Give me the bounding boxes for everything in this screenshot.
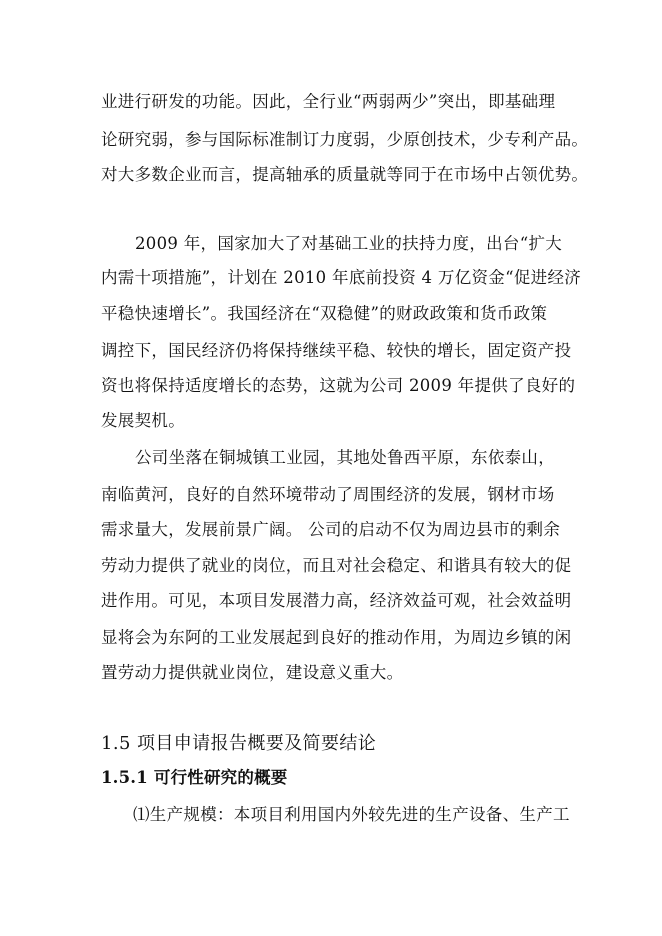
text-line: 资也将保持适度增长的态势，这就为公司 2009 年提供了良好的: [101, 376, 576, 395]
text-line: 对大多数企业而言，提高轴承的质量就等同于在市场中占领优势。: [101, 165, 589, 184]
text-line: 显将会为东阿的工业发展起到良好的推动作用，为周边乡镇的闲: [101, 628, 572, 647]
section-heading: 1.5 项目申请报告概要及简要结论: [101, 733, 377, 754]
text-line: 论研究弱，参与国际标准制订力度弱，少原创技术，少专利产品。: [101, 130, 589, 149]
text-line: 发展契机。: [101, 411, 185, 430]
text-line: 置劳动力提供就业岗位，建设意义重大。: [101, 663, 404, 682]
section-subheading: 1.5.1 可行性研究的概要: [101, 768, 288, 787]
text-line: 2009 年，国家加大了对基础工业的扶持力度，出台“扩大: [135, 234, 563, 253]
text-line: 业进行研发的功能。因此，全行业“两弱两少”突出，即基础理: [101, 92, 556, 111]
text-line: 调控下，国民经济仍将保持继续平稳、较快的增长，固定资产投: [101, 341, 572, 360]
text-line: 内需十项措施”，计划在 2010 年底前投资 4 万亿资金“促进经济: [101, 268, 582, 287]
text-line: 平稳快速增长”。我国经济在“双稳健”的财政政策和货币政策: [101, 304, 548, 323]
text-line: 南临黄河，良好的自然环境带动了周围经济的发展，钢材市场: [101, 485, 555, 504]
text-line: 公司坐落在铜城镇工业园，其地处鲁西平原，东依泰山，: [135, 448, 555, 467]
text-line: 需求量大，发展前景广阔。 公司的启动不仅为周边县市的剩余: [101, 520, 561, 539]
text-line: 进作用。可见，本项目发展潜力高，经济效益可观，社会效益明: [101, 591, 572, 610]
list-item: ⑴生产规模：本项目利用国内外较先进的生产设备、生产工: [133, 805, 570, 824]
text-line: 劳动力提供了就业的岗位，而且对社会稳定、和谐具有较大的促: [101, 556, 572, 575]
